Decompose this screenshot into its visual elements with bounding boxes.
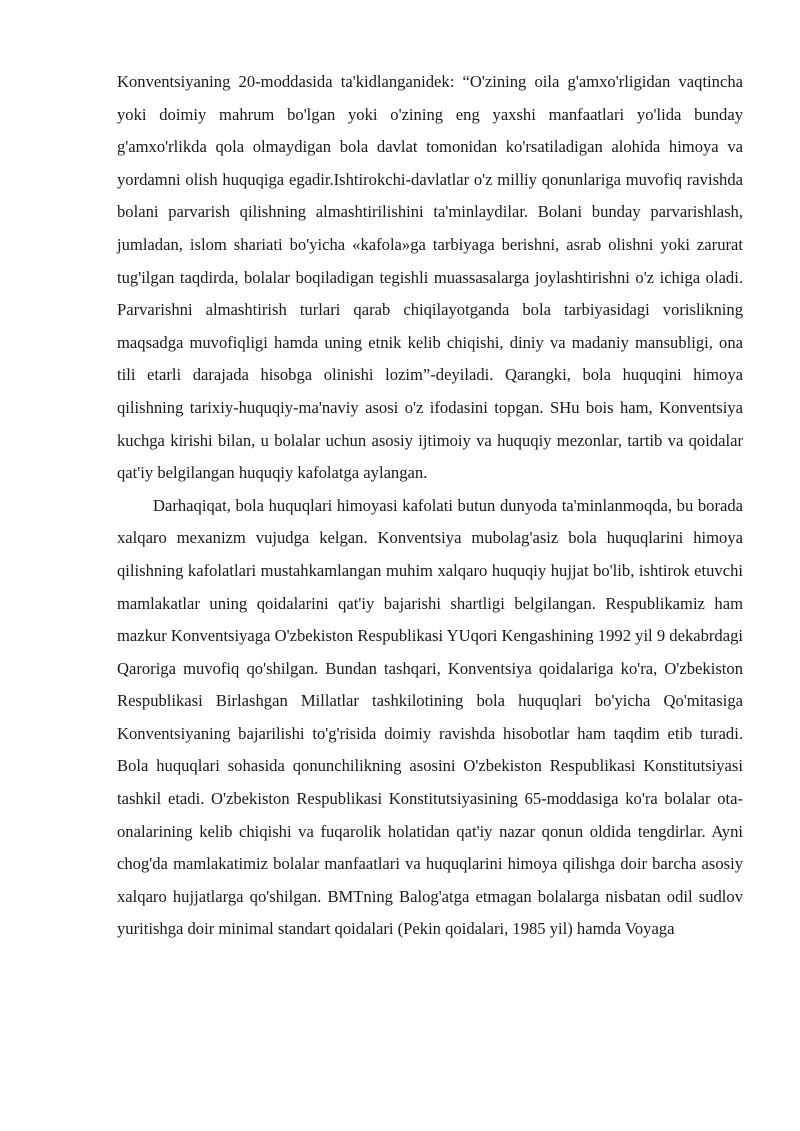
paragraph-convention-article-20: Konventsiyaning 20-moddasida ta'kidlanganidek: “O'zining oila g'amxo'rligidan vaqtincha yoki doimiy mahrum bo'lgan yoki o'zining eng yaxshi manfaatlari yo'lida bunday g'amxo'rlikda qola olmaydigan bola davlat tomonidan ko'rsatiladigan alohida himoya va yordamni olish huquqiga egadir.Ishtirokchi-davlatlar o'z milliy qonunlariga muvofiq ravishda bolani parvarish qilishning almashtirilishini ta'minlaydilar. Bolani bunday parvarishlash, jumladan, islom shariati bo'yicha «kafola»ga tarbiyaga berishni, asrab olishni yoki zarurat tug'ilgan taqdirda, bolalar boqiladigan tegishli muassasalarga joylashtirishni o'z ichiga oladi. Parvarishni almashtirish turlari qarab chiqilayotganda bola tarbiyasidagi vorislikning maqsadga muvofiqligi hamda uning etnik kelib chiqishi, diniy va madaniy mansubligi, ona tili etarli darajada hisobga olinishi lozim”-deyiladi. Qarangki, bola huquqini himoya qilishning tarixiy-huquqiy-ma'naviy asosi o'z ifodasini topgan. SHu bois ham, Konventsiya kuchga kirishi bilan, u bolalar uchun asosiy ijtimoiy va huquqiy mezonlar, tartib va qoidalar qat'iy belgilangan huquqiy kafolatga aylangan. bbox=[117, 72, 743, 483]
document-page bbox=[117, 66, 743, 946]
paragraph-child-rights-guarantee: Darhaqiqat, bola huquqlari himoyasi kafolati butun dunyoda ta'minlanmoqda, bu borada xalqaro mexanizm vujudga kelgan. Konventsiya mubolag'asiz bola huquqlarini himoya qilishning kafolatlari mustahkamlangan muhim xalqaro huquqiy hujjat bo'lib, ishtirok etuvchi mamlakatlar uning qoidalarini qat'iy bajarishi shartligi belgilangan. Respublikamiz ham mazkur Konventsiyaga O'zbekiston Respublikasi YUqori Kengashining 1992 yil 9 dekabrdagi Qaroriga muvofiq qo'shilgan. Bundan tashqari, Konventsiya qoidalariga ko'ra, O'zbekiston Respublikasi Birlashgan Millatlar tashkilotining bola huquqlari bo'yicha Qo'mitasiga Konventsiyaning bajarilishi to'g'risida doimiy ravishda hisobotlar ham taqdim etib turadi. Bola huquqlari sohasida qonunchilikning asosini O'zbekiston Respublikasi Konstitutsiyasi tashkil etadi. O'zbekiston Respublikasi Konstitutsiyasining 65-moddasiga ko'ra bolalar ota-onalarining kelib chiqishi va fuqarolik holatidan qat'iy nazar qonun oldida tengdirlar. Ayni chog'da mamlakatimiz bolalar manfaatlari va huquqlarini himoya qilishga doir barcha asosiy xalqaro hujjatlarga qo'shilgan. BMTning Balog'atga etmagan bolalarga nisbatan odil sudlov yuritishga doir minimal standart qoidalari (Pekin qoidalari, 1985 yil) hamda Voyaga bbox=[117, 495, 743, 939]
